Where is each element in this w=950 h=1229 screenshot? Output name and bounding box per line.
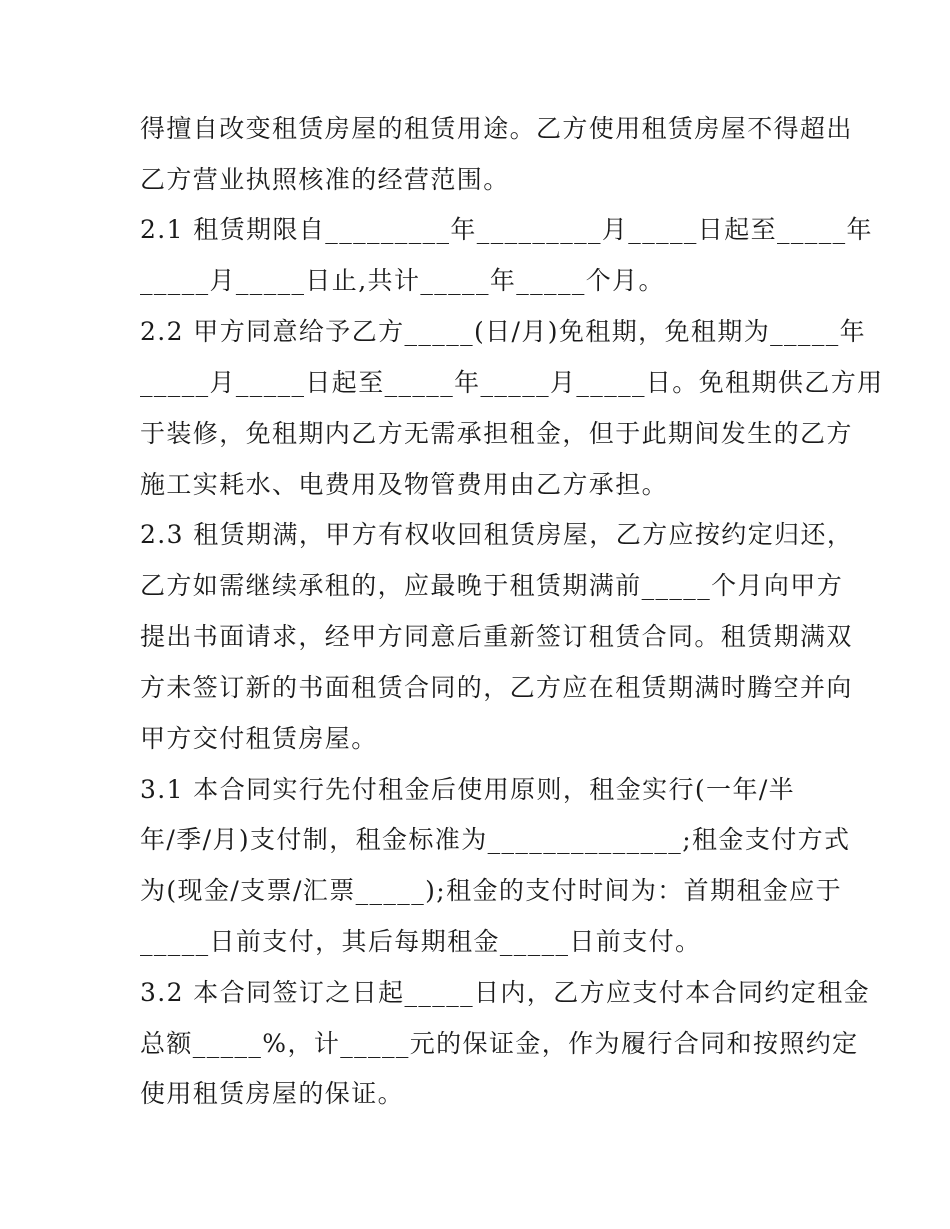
text-line: 年/季/月)支付制，租金标准为______________;租金支付方式 (140, 825, 851, 854)
clause-2-1-line: 2.1 租赁期限自_________年_________月_____日起至_____年 (140, 215, 873, 244)
text-line: _____日前支付，其后每期租金_____日前支付。 (140, 927, 702, 956)
text-line: _____月_____日止,共计_____年_____个月。 (140, 266, 665, 295)
text-line: 使用租赁房屋的保证。 (140, 1079, 405, 1108)
clause-2-3-line: 2.3 租赁期满，甲方有权收回租赁房屋，乙方应按约定归还， (140, 520, 854, 549)
text-line: 为(现金/支票/汇票_____);租金的支付时间为：首期租金应于 (140, 876, 843, 905)
text-line: 方未签订新的书面租赁合同的，乙方应在租赁期满时腾空并向 (140, 673, 853, 702)
text-line: 于装修，免租期内乙方无需承担租金，但于此期间发生的乙方 (140, 419, 853, 448)
clause-2-2-line: 2.2 甲方同意给予乙方_____(日/月)免租期，免租期为_____年 (140, 317, 867, 346)
text-line: 乙方营业执照核准的经营范围。 (140, 165, 510, 194)
text-line: 施工实耗水、电费用及物管费用由乙方承担。 (140, 470, 669, 499)
clause-3-1-line: 3.1 本合同实行先付租金后使用原则，租金实行(一年/半 (140, 775, 796, 804)
text-line: 乙方如需继续承租的，应最晚于租赁期满前_____个月向甲方 (140, 571, 844, 600)
text-line: 得擅自改变租赁房屋的租赁用途。乙方使用租赁房屋不得超出 (140, 114, 853, 143)
text-line: _____月_____日起至_____年_____月_____日。免租期供乙方用 (140, 368, 884, 397)
text-line: 提出书面请求，经甲方同意后重新签订租赁合同。租赁期满双 (140, 622, 853, 651)
text-line: 甲方交付租赁房屋。 (140, 724, 378, 753)
clause-3-2-line: 3.2 本合同签订之日起_____日内，乙方应支付本合同约定租金 (140, 978, 871, 1007)
text-line: 总额_____%，计_____元的保证金，作为履行合同和按照约定 (140, 1029, 859, 1058)
